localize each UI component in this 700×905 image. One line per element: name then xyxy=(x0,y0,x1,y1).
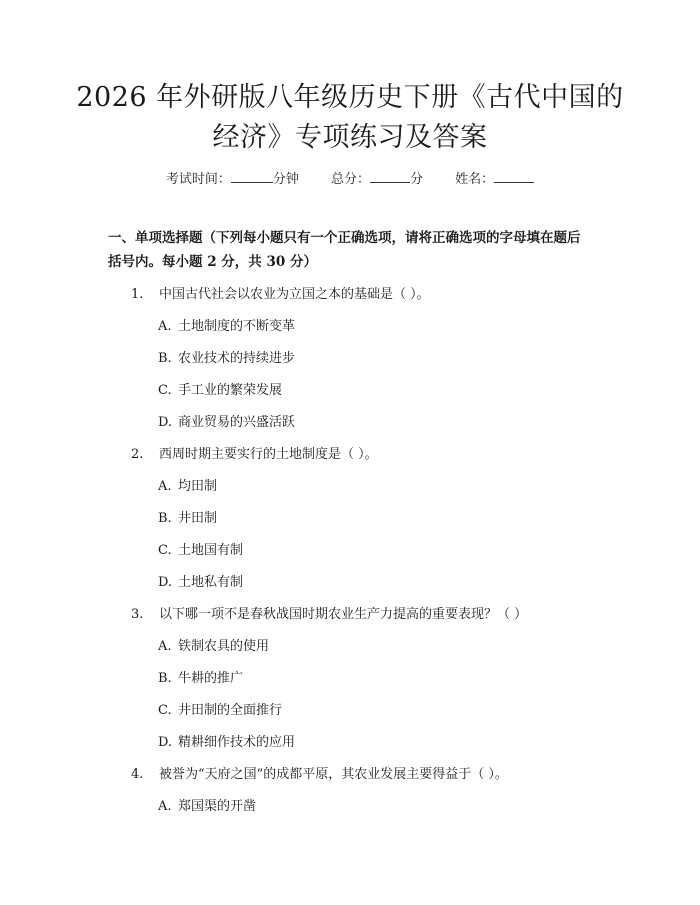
question-4 xyxy=(131,763,508,782)
q1-option-c[interactable] xyxy=(158,379,282,398)
question-text: 以下哪一项不是春秋战国时期农业生产力提高的重要表现？（ ） xyxy=(159,607,528,622)
option-text: 均田制 xyxy=(178,479,218,494)
option-letter: C. xyxy=(158,703,172,718)
section-header-single-choice xyxy=(108,226,603,274)
question-number: 3. xyxy=(131,607,144,622)
student-name-field xyxy=(455,168,534,187)
question-number: 1. xyxy=(131,287,144,302)
document-title xyxy=(60,78,640,158)
option-text: 牛耕的推广 xyxy=(178,671,244,686)
q3-option-a[interactable] xyxy=(158,635,269,654)
q3-option-d[interactable] xyxy=(158,731,295,750)
question-text: 中国古代社会以农业为立国之本的基础是（ ）。 xyxy=(159,287,430,302)
option-letter: A. xyxy=(158,319,172,334)
exam-info-line xyxy=(0,168,700,187)
exam-time-field xyxy=(166,168,299,187)
exam-time-unit: 分钟 xyxy=(272,172,299,187)
option-letter: D. xyxy=(158,415,173,430)
option-letter: C. xyxy=(158,383,172,398)
exam-time-blank[interactable] xyxy=(231,170,273,183)
option-letter: B. xyxy=(158,671,172,686)
option-text: 土地制度的不断变革 xyxy=(178,319,296,334)
option-letter: B. xyxy=(158,511,172,526)
student-name-blank[interactable] xyxy=(494,170,534,183)
q3-option-c[interactable] xyxy=(158,699,282,718)
option-letter: C. xyxy=(158,543,172,558)
q1-option-a[interactable] xyxy=(158,315,295,334)
q2-option-c[interactable] xyxy=(158,539,243,558)
q1-option-d[interactable] xyxy=(158,411,295,430)
total-score-label: 总分： xyxy=(330,172,370,187)
option-letter: B. xyxy=(158,351,172,366)
q1-option-b[interactable] xyxy=(158,347,295,366)
option-text: 商业贸易的兴盛活跃 xyxy=(178,415,296,430)
option-letter: A. xyxy=(158,799,172,814)
option-text: 手工业的繁荣发展 xyxy=(178,383,283,398)
q2-option-b[interactable] xyxy=(158,507,217,526)
option-letter: A. xyxy=(158,479,172,494)
option-text: 农业技术的持续进步 xyxy=(178,351,296,366)
q2-option-a[interactable] xyxy=(158,475,217,494)
question-number: 4. xyxy=(131,767,144,782)
section-header-line-1: 一、单项选择题（下列每小题只有一个正确选项，请将正确选项的字母填在题后 xyxy=(108,230,581,246)
option-text: 铁制农具的使用 xyxy=(178,639,270,654)
student-name-label: 姓名： xyxy=(455,172,495,187)
question-text: 被誉为“天府之国”的成都平原，其农业发展主要得益于（ ）。 xyxy=(159,767,508,782)
title-line-1: 2026 年外研版八年级历史下册《古代中国的 xyxy=(76,82,624,113)
question-number: 2. xyxy=(131,447,144,462)
option-letter: D. xyxy=(158,735,173,750)
option-text: 郑国渠的开凿 xyxy=(178,799,257,814)
option-letter: A. xyxy=(158,639,172,654)
question-text: 西周时期主要实行的土地制度是（ ）。 xyxy=(159,447,378,462)
q3-option-b[interactable] xyxy=(158,667,243,686)
option-text: 土地国有制 xyxy=(178,543,244,558)
option-text: 土地私有制 xyxy=(178,575,244,590)
exam-time-label: 考试时间： xyxy=(165,172,231,187)
option-text: 井田制的全面推行 xyxy=(178,703,283,718)
section-header-line-2: 括号内。每小题 2 分，共 30 分） xyxy=(108,254,317,270)
option-letter: D. xyxy=(158,575,173,590)
option-text: 井田制 xyxy=(178,511,218,526)
total-score-field xyxy=(331,168,423,187)
total-score-blank[interactable] xyxy=(370,170,410,183)
q4-option-a[interactable] xyxy=(158,795,256,814)
option-text: 精耕细作技术的应用 xyxy=(178,735,296,750)
q2-option-d[interactable] xyxy=(158,571,243,590)
total-score-unit: 分 xyxy=(410,172,424,187)
title-line-2: 经济》专项练习及答案 xyxy=(212,122,488,153)
question-2 xyxy=(131,443,378,462)
question-1 xyxy=(131,283,430,302)
question-3 xyxy=(131,603,527,622)
